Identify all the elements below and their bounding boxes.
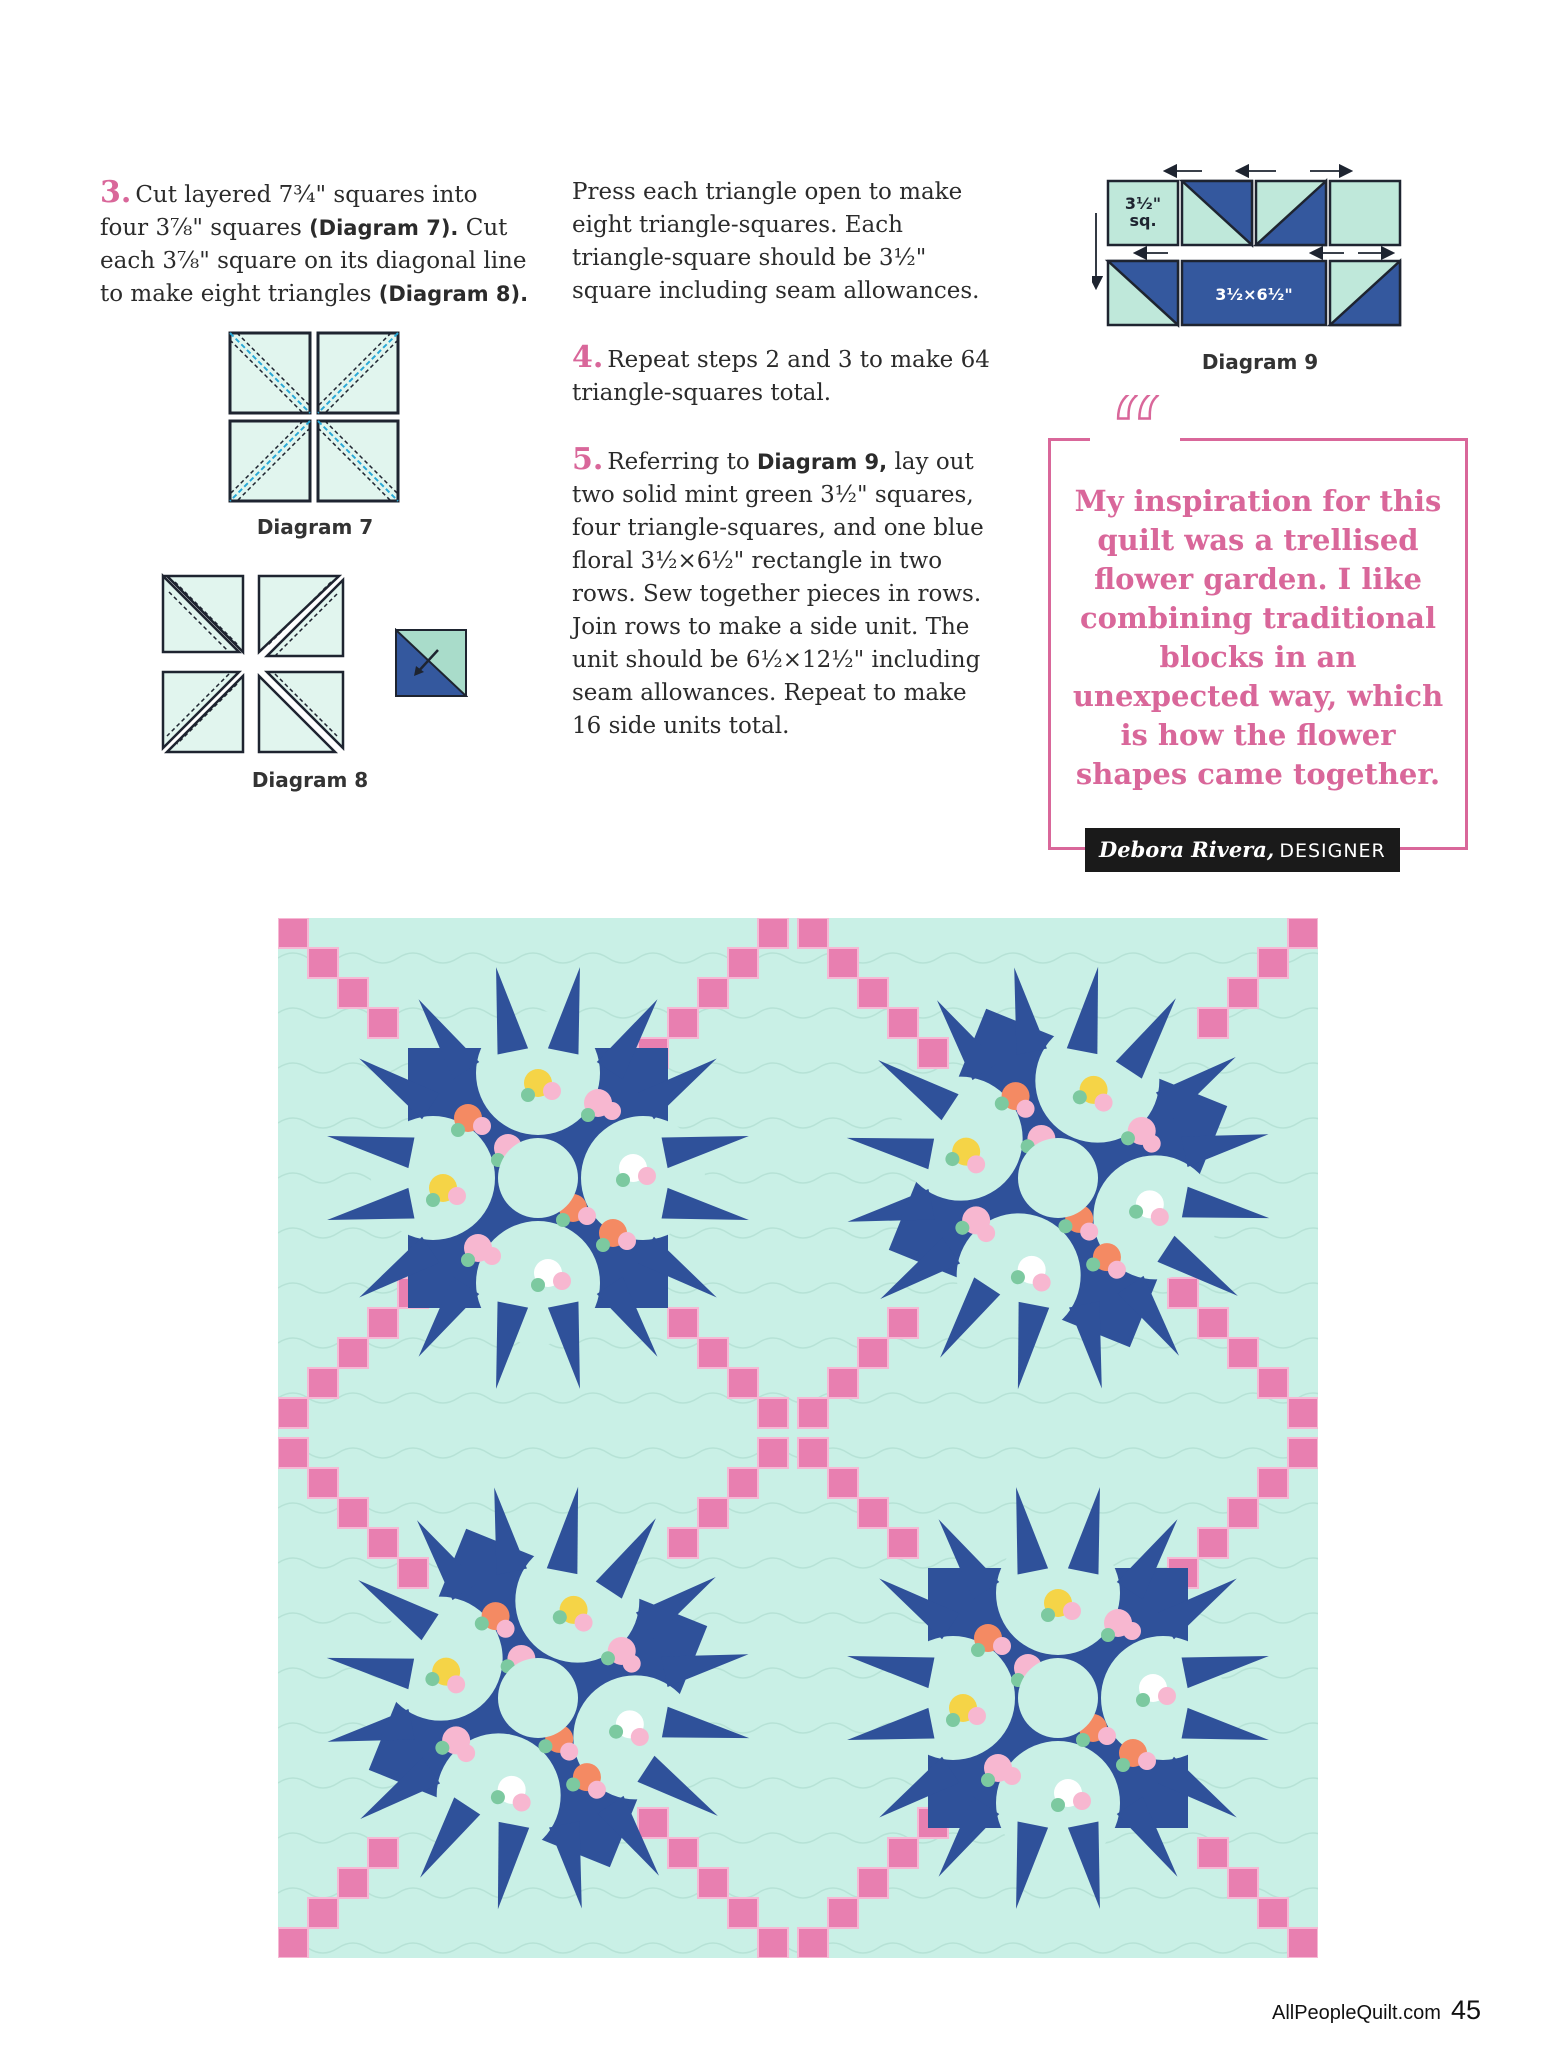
pink-square — [798, 1398, 828, 1428]
pink-square — [828, 1368, 858, 1398]
pink-square — [668, 1308, 698, 1338]
pink-square — [758, 1438, 788, 1468]
svg-text:“: “ — [1106, 395, 1164, 465]
pink-square — [1288, 1438, 1318, 1468]
step-number: 3. — [100, 175, 132, 210]
pink-square — [338, 1868, 368, 1898]
diagram-7 — [225, 328, 405, 508]
triangle-square-icon — [394, 628, 468, 698]
pink-square — [858, 1498, 888, 1528]
pink-square — [1228, 978, 1258, 1008]
page-footer — [1272, 1995, 1481, 2026]
diagram-9-caption: Diagram 9 — [1201, 350, 1319, 374]
pink-square — [698, 978, 728, 1008]
column-2-text — [572, 176, 1002, 776]
pink-square — [858, 1338, 888, 1368]
website-url: AllPeopleQuilt.com — [1271, 2002, 1441, 2024]
pink-square — [728, 948, 758, 978]
pink-square — [828, 948, 858, 978]
pink-square — [278, 1398, 308, 1428]
pink-square — [1258, 1368, 1288, 1398]
pink-square — [1198, 1008, 1228, 1038]
pink-square — [1198, 1308, 1228, 1338]
pink-square — [1288, 1928, 1318, 1958]
pink-square — [668, 1528, 698, 1558]
pink-square — [888, 1838, 918, 1868]
text-segment: (Diagram 7). — [309, 216, 459, 240]
pink-square — [858, 978, 888, 1008]
pink-square — [1198, 1528, 1228, 1558]
designer-role: DESIGNER — [1279, 840, 1386, 862]
pink-square — [1228, 1868, 1258, 1898]
pink-square — [698, 1338, 728, 1368]
pull-quote-text: My inspiration for this quilt was a trellised flower garden. I like combining traditional blocks in an unexpected way, which is how the flower shapes came together. — [1072, 484, 1444, 791]
pink-square — [278, 1438, 308, 1468]
pink-square — [1198, 1838, 1228, 1868]
diagram-8 — [155, 568, 355, 758]
pink-square — [308, 948, 338, 978]
pink-square — [308, 1368, 338, 1398]
pink-square — [398, 1558, 428, 1588]
pink-square — [668, 1008, 698, 1038]
press-paragraph: Press each triangle open to make eight triangle-squares. Each triangle-square should be 3¹⁄₂" square including seam allowances. — [572, 179, 980, 304]
pink-square — [668, 1838, 698, 1868]
pink-square — [308, 1898, 338, 1928]
text-segment: Cut each 3⁷⁄₈" square on its diagonal line to make eight triangles — [100, 215, 527, 307]
step-number: 4. — [572, 340, 604, 375]
pink-square — [758, 1928, 788, 1958]
diagram-9-square-label-1: 3¹⁄₂" — [1124, 194, 1162, 213]
diagram-9 — [1092, 163, 1422, 343]
pink-square — [278, 918, 308, 948]
step-4-body: Repeat steps 2 and 3 to make 64 triangle-squares total. — [572, 347, 990, 406]
diagram-9-square-label-2: sq. — [1129, 211, 1157, 230]
pink-square — [278, 1928, 308, 1958]
pink-square — [828, 1468, 858, 1498]
pink-square — [888, 1008, 918, 1038]
pink-square — [368, 1008, 398, 1038]
pink-square — [308, 1468, 338, 1498]
step-3-text — [100, 176, 530, 344]
text-segment: Cut layered 7³⁄₄" squares into four 3⁷⁄₈" squares — [100, 182, 478, 241]
pink-square — [1228, 1498, 1258, 1528]
step-number: 5. — [572, 442, 604, 477]
pink-square — [338, 978, 368, 1008]
pink-square — [1288, 1398, 1318, 1428]
quote-mark-icon — [1090, 395, 1180, 465]
pink-square — [798, 918, 828, 948]
pink-square — [828, 1898, 858, 1928]
text-segment: Referring to — [607, 449, 757, 475]
pink-square — [758, 918, 788, 948]
pink-square — [798, 1438, 828, 1468]
text-segment: lay out two solid mint green 3¹⁄₂" squares, four triangle-squares, and one blue floral 3¹⁄₂×6¹⁄₂" rectangle in two rows. Sew together pieces in rows. Join rows to make a side unit. The unit should be 6¹⁄₂×12¹⁄₂" including seam allowances. Repeat to make 16 side units total. — [572, 449, 984, 739]
pink-square — [858, 1868, 888, 1898]
step-3-body — [100, 182, 528, 307]
pink-square — [368, 1528, 398, 1558]
pink-square — [698, 1498, 728, 1528]
quilt-photo — [278, 918, 1318, 1958]
step-5-body — [572, 449, 984, 739]
designer-name: Debora Rivera, — [1099, 837, 1275, 862]
designer-attribution — [1085, 828, 1400, 872]
text-segment: (Diagram 8). — [378, 282, 529, 306]
pink-square — [1228, 1338, 1258, 1368]
pink-square — [1168, 1278, 1198, 1308]
pink-square — [368, 1308, 398, 1338]
diagram-9-rect-label: 3¹⁄₂×6¹⁄₂" — [1215, 285, 1293, 304]
page-number: 45 — [1450, 1995, 1481, 2025]
pink-square — [638, 1808, 668, 1838]
diagram-7-caption: Diagram 7 — [256, 515, 374, 539]
pink-square — [728, 1368, 758, 1398]
pink-square — [338, 1338, 368, 1368]
pink-square — [698, 1868, 728, 1898]
diagram-8-caption: Diagram 8 — [251, 768, 369, 792]
pink-square — [1258, 1468, 1288, 1498]
text-segment: Diagram 9, — [756, 450, 888, 474]
pink-square — [888, 1308, 918, 1338]
pink-square — [1288, 918, 1318, 948]
pink-square — [888, 1528, 918, 1558]
pink-square — [1258, 1898, 1288, 1928]
pink-square — [728, 1468, 758, 1498]
pink-square — [368, 1838, 398, 1868]
pink-square — [918, 1038, 948, 1068]
pink-square — [338, 1498, 368, 1528]
pink-square — [798, 1928, 828, 1958]
pink-square — [1258, 948, 1288, 978]
pink-square — [728, 1898, 758, 1928]
pink-square — [758, 1398, 788, 1428]
